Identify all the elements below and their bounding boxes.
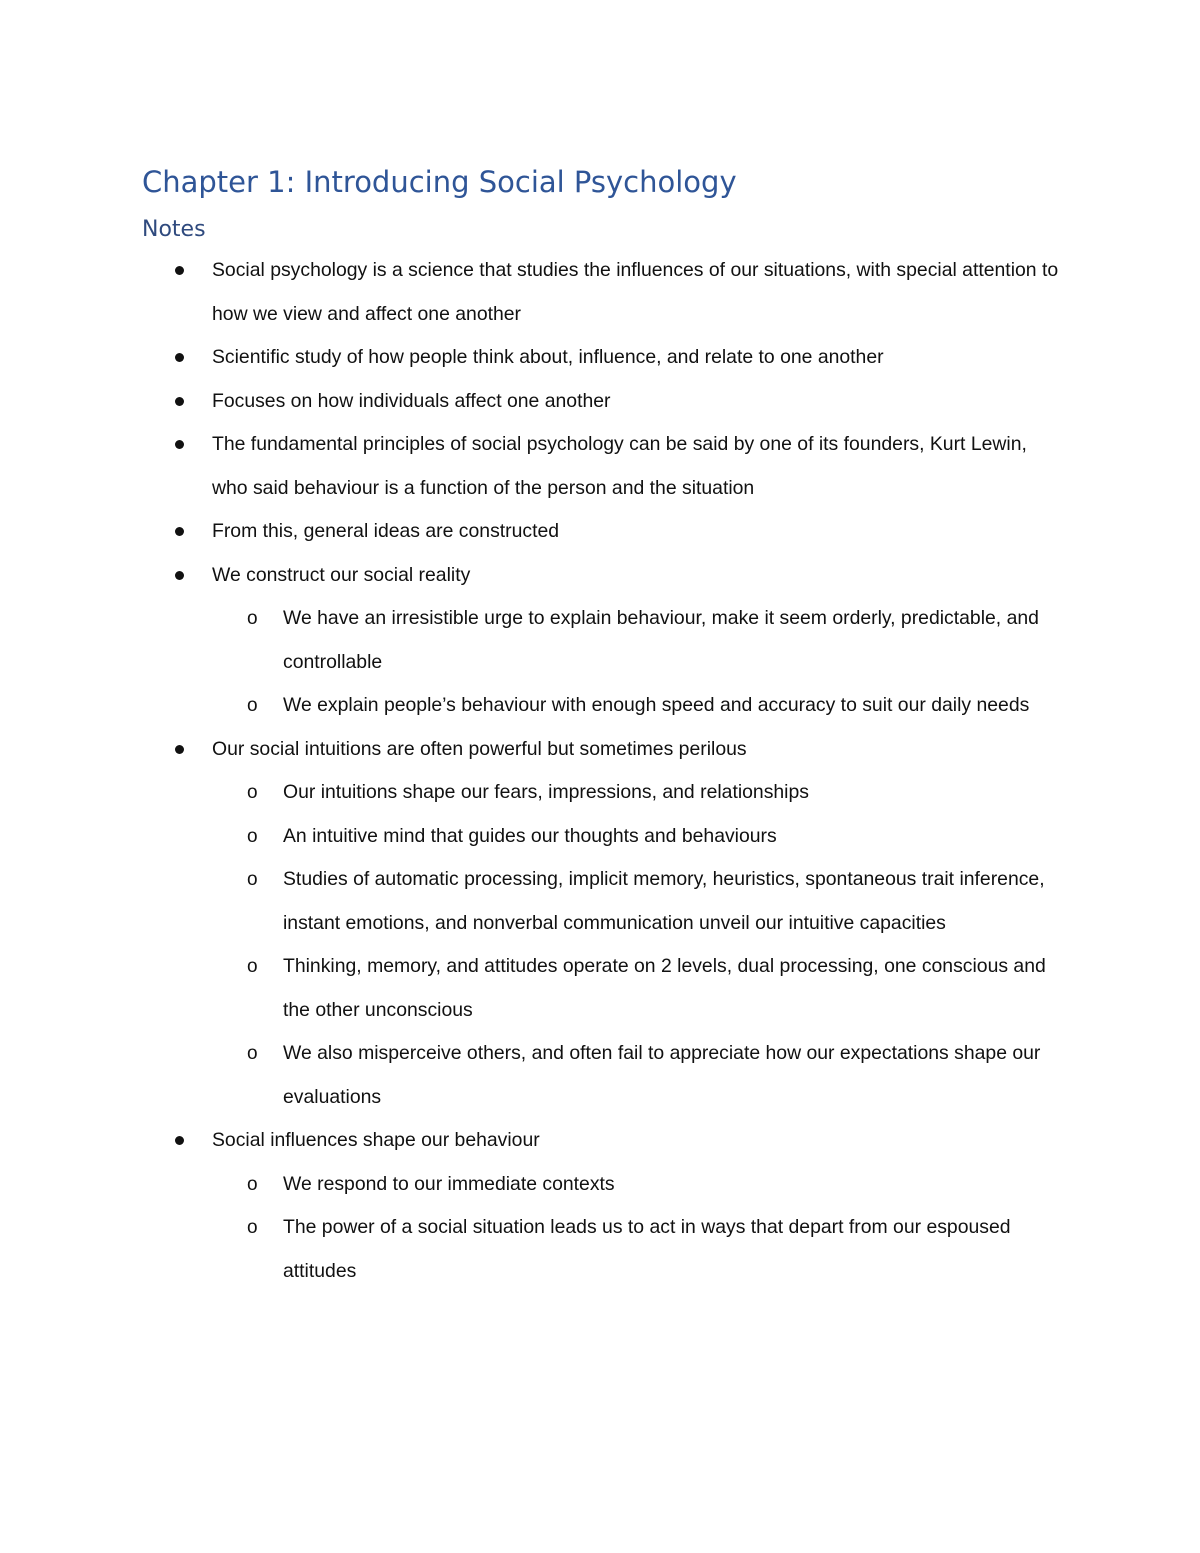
sublist-item-text: An intuitive mind that guides our thoughts and behaviours (283, 824, 777, 847)
sublist-wrapper (142, 597, 1062, 728)
sublist-item-text: We also misperceive others, and often fail to appreciate how our expectations shape our evaluations (283, 1042, 1041, 1108)
page-title: Chapter 1: Introducing Social Psychology (142, 165, 737, 199)
list-item (142, 1119, 1062, 1163)
circle-bullet-icon: o (247, 1043, 258, 1064)
circle-bullet-icon: o (247, 869, 258, 890)
circle-bullet-icon: o (247, 608, 258, 629)
circle-bullet-icon: o (247, 1173, 258, 1195)
list-item-text: Social influences shape our behaviour (212, 1129, 540, 1151)
sublist (212, 771, 1062, 1119)
list-item-text: Our social intuitions are often powerful but sometimes perilous (212, 737, 747, 760)
list-item-text: The fundamental principles of social psychology can be said by one of its founders, Kurt Lewin, who said behaviour is a function of the person and the situation (212, 433, 1027, 499)
bullet-icon (175, 353, 184, 362)
bullet-icon (175, 397, 184, 406)
list-item (142, 249, 1062, 336)
sublist-item (212, 771, 1062, 815)
circle-bullet-icon: o (247, 1217, 258, 1238)
sublist-item (212, 858, 1062, 945)
list-item (142, 554, 1062, 598)
sublist-item-text: We have an irresistible urge to explain behaviour, make it seem orderly, predictable, and controllable (283, 607, 1039, 673)
bullet-icon (175, 440, 184, 449)
list-item (142, 423, 1062, 510)
list-item-text: From this, general ideas are constructed (212, 520, 560, 542)
bullet-icon (175, 527, 184, 536)
sublist-item-text: The power of a social situation leads us to act in ways that depart from our espoused attitudes (283, 1216, 1011, 1282)
list-item (142, 336, 1062, 380)
notes-list (142, 249, 1062, 597)
bullet-icon (175, 266, 184, 275)
sublist-item-text: Studies of automatic processing, implicit memory, heuristics, spontaneous trait inference, instant emotions, and nonverbal communication unveil our intuitive capacities (283, 868, 1045, 934)
section-heading-notes: Notes (142, 217, 206, 242)
notes-sublist-container (142, 597, 1062, 1293)
sublist-item (212, 815, 1062, 859)
bullet-icon (175, 571, 184, 580)
circle-bullet-icon: o (247, 825, 258, 847)
sublist-item (212, 1032, 1062, 1119)
circle-bullet-icon: o (247, 956, 258, 977)
list-item-text: Social psychology is a science that studies the influences of our situations, with special attention to how we view and affect one another (212, 259, 1059, 325)
sublist-item (212, 945, 1062, 1032)
sublist-item (212, 1206, 1062, 1293)
list-item-text: We construct our social reality (212, 563, 471, 586)
list-item (142, 380, 1062, 424)
sublist-item-text: We explain people’s behaviour with enough speed and accuracy to suit our daily needs (283, 694, 1030, 716)
circle-bullet-icon: o (247, 695, 258, 716)
sublist-item-text: Thinking, memory, and attitudes operate on 2 levels, dual processing, one conscious and the other unconscious (283, 955, 1046, 1021)
sublist-item-text: We respond to our immediate contexts (283, 1172, 615, 1195)
sublist-item (212, 684, 1062, 728)
sublist (212, 1163, 1062, 1294)
sublist-wrapper (142, 1163, 1062, 1294)
list-item (142, 510, 1062, 554)
list-item-text: Scientific study of how people think about, influence, and relate to one another (212, 346, 884, 368)
sublist-item-text: Our intuitions shape our fears, impressions, and relationships (283, 781, 809, 803)
list-item (142, 728, 1062, 772)
circle-bullet-icon: o (247, 782, 258, 803)
bullet-icon (175, 1136, 184, 1145)
sublist (212, 597, 1062, 728)
list-item-text: Focuses on how individuals affect one another (212, 389, 611, 412)
sublist-wrapper (142, 771, 1062, 1119)
sublist-item (212, 597, 1062, 684)
sublist-item (212, 1163, 1062, 1207)
bullet-icon (175, 745, 184, 754)
document-content (142, 160, 1062, 1289)
